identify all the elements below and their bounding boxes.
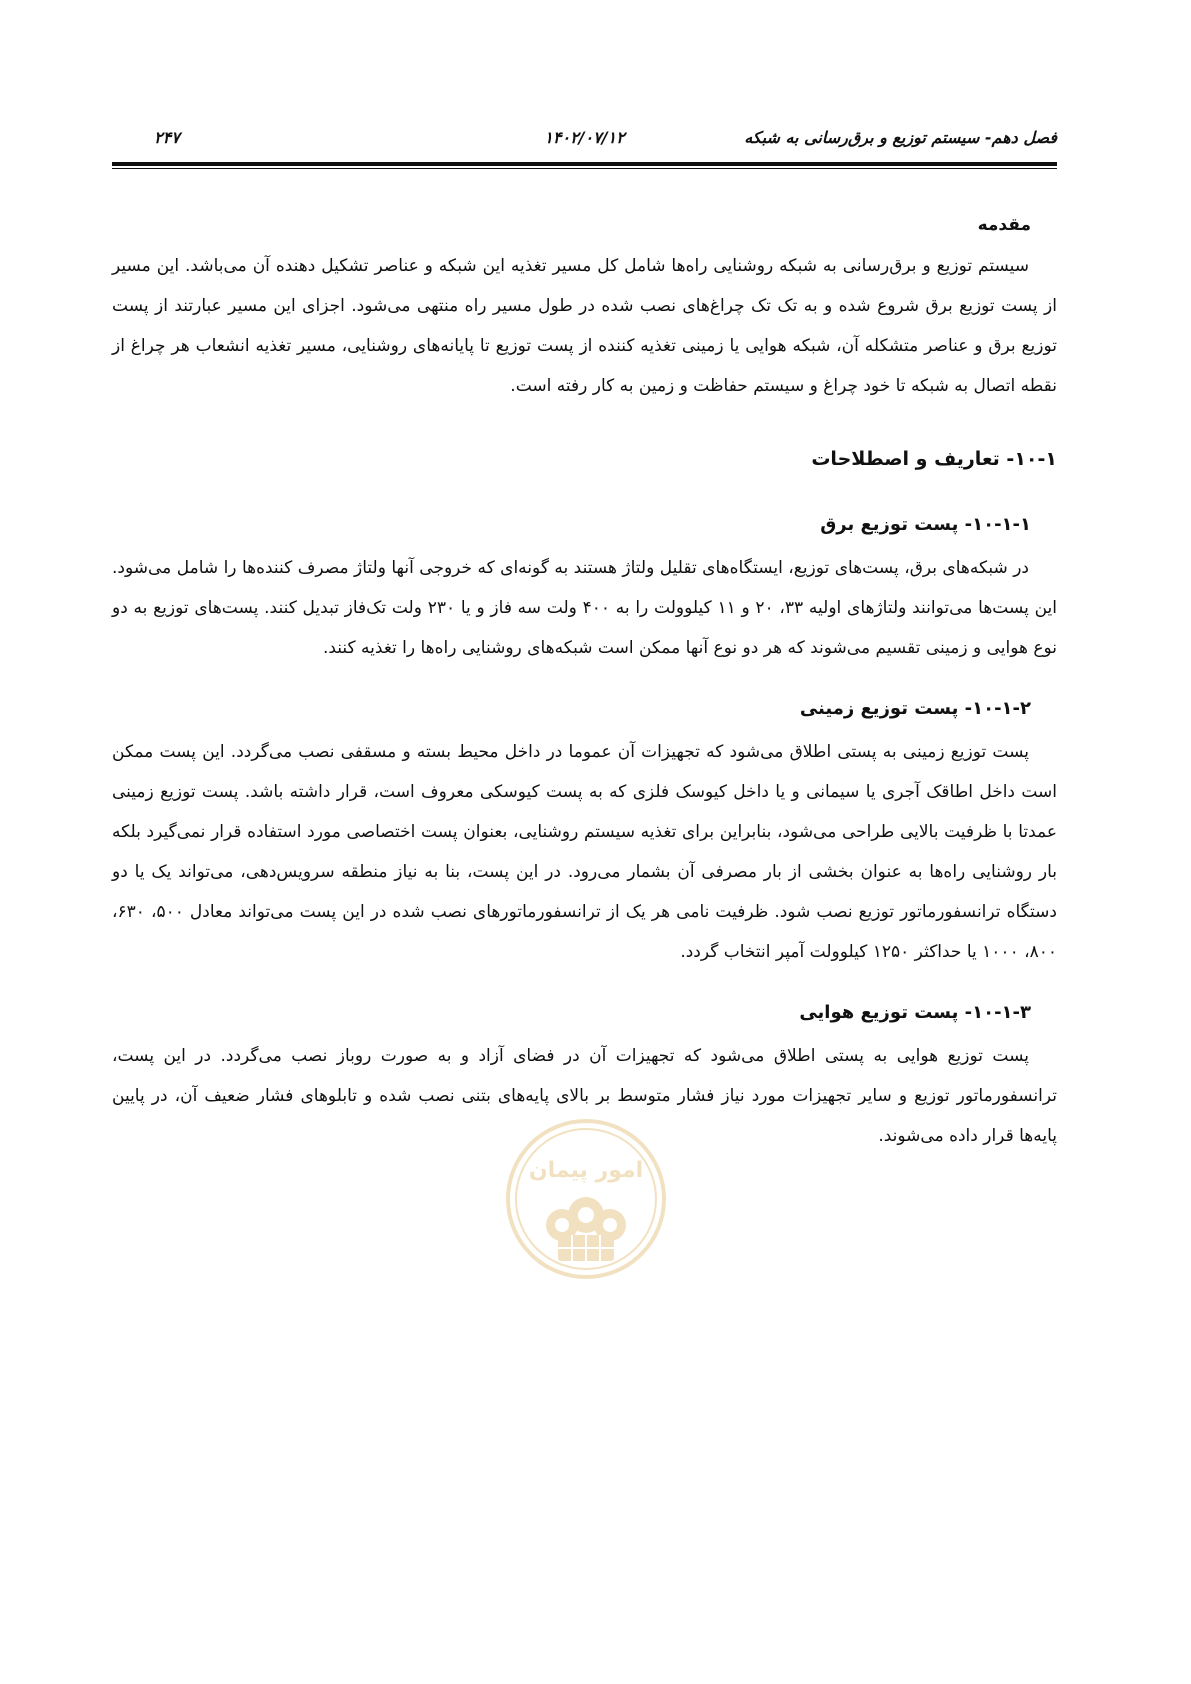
page-number: ۲۴۷	[154, 128, 180, 147]
document-page	[112, 0, 1057, 1684]
subsection-heading-aerial-substation: ۱۰-۱-۳- پست توزیع هوایی	[799, 1002, 1031, 1023]
aerial-substation-paragraph: پست توزیع هوایی به پستی اطلاق می‌شود که تجهیزات آن در فضای آزاد و به صورت روباز نصب می‌گردد. در این پست، ترانسفورماتور توزیع و سایر تجهیزات مورد نیاز فشار متوسط بر بالای پایه‌های بتنی نصب شده و تابلوهای فشار ضعیف آن، در پایین پایه‌ها قرار داده می‌شوند.	[112, 1046, 1057, 1146]
header-date: ۱۴۰۲/۰۷/۱۲	[544, 128, 625, 147]
watermark-text: امور پیمان	[528, 1158, 644, 1183]
intro-paragraph: سیستم توزیع و برق‌رسانی به شبکه روشنایی راه‌ها شامل کل مسیر تغذیه این شبکه و عناصر تشکیل دهنده آن می‌باشد. این مسیر از پست توزیع برق شروع شده و به تک تک چراغ‌های نصب شده در طول مسیر راه منتهی می‌شود. اجزای این مسیر عبارتند از پست توزیع برق و عناصر متشکله آن، شبکه هوایی یا زمینی تغذیه کننده از پست توزیع تا پایانه‌های روشنایی، مسیر تغذیه انشعاب هر چراغ از نقطه اتصال به شبکه تا خود چراغ و سیستم حفاظت و زمین به کار رفته است.	[112, 256, 1057, 396]
header-rule-thin	[112, 168, 1057, 169]
distribution-substation-paragraph: در شبکه‌های برق، پست‌های توزیع، ایستگاه‌های تقلیل ولتاژ هستند به گونه‌ای که خروجی آنها ولتاژ مصرف کننده‌ها را شامل می‌شود. این پست‌ها می‌توانند ولتاژهای اولیه ۳۳، ۲۰ و ۱۱ کیلوولت را به ۴۰۰ ولت سه فاز و یا ۲۳۰ ولت تک‌فاز تبدیل کنند. پست‌های توزیع به دو نوع هوایی و زمینی تقسیم می‌شوند که هر دو نوع آنها ممکن است شبکه‌های روشنایی راه‌ها را تغذیه کنند.	[112, 558, 1058, 658]
chapter-title: فصل دهم- سیستم توزیع و برق‌رسانی به شبکه	[744, 128, 1057, 147]
section-heading: ۱۰-۱- تعاریف و اصطلاحات	[811, 448, 1057, 470]
intro-title: مقدمه	[977, 215, 1031, 235]
subsection-heading-distribution-substation: ۱۰-۱-۱- پست توزیع برق	[820, 514, 1031, 535]
header-rule-thick	[112, 162, 1057, 166]
page-content	[112, 212, 1057, 1156]
page-header	[112, 128, 1057, 152]
ground-substation-paragraph: پست توزیع زمینی به پستی اطلاق می‌شود که تجهیزات آن عموما در داخل محیط بسته و مسقفی نصب می‌گردد. این پست ممکن است داخل اطاقک آجری یا سیمانی و یا داخل کیوسک فلزی که به پست کیوسکی معروف است، قرار داشته باشد. پست توزیع زمینی عمدتا با ظرفیت بالایی طراحی می‌شود، بنابراین برای تغذیه سیستم روشنایی، بعنوان پست اختصاصی مورد استفاده قرار نمی‌گیرد بلکه بار روشنایی راه‌ها به عنوان بخشی از بار مصرفی آن بشمار می‌رود. در این پست، بنا به نیاز منطقه سرویس‌دهی، می‌تواند یک یا دو دستگاه ترانسفورماتور توزیع نصب شود. ظرفیت نامی هر یک از ترانسفورماتورهای نصب شده در این پست می‌تواند معادل ۵۰۰، ۶۳۰، ۸۰۰، ۱۰۰۰ یا حداکثر ۱۲۵۰ کیلوولت آمپر انتخاب گردد.	[112, 742, 1057, 962]
subsection-heading-ground-substation: ۱۰-۱-۲- پست توزیع زمینی	[799, 698, 1031, 719]
seal-logo-icon	[502, 1115, 670, 1283]
